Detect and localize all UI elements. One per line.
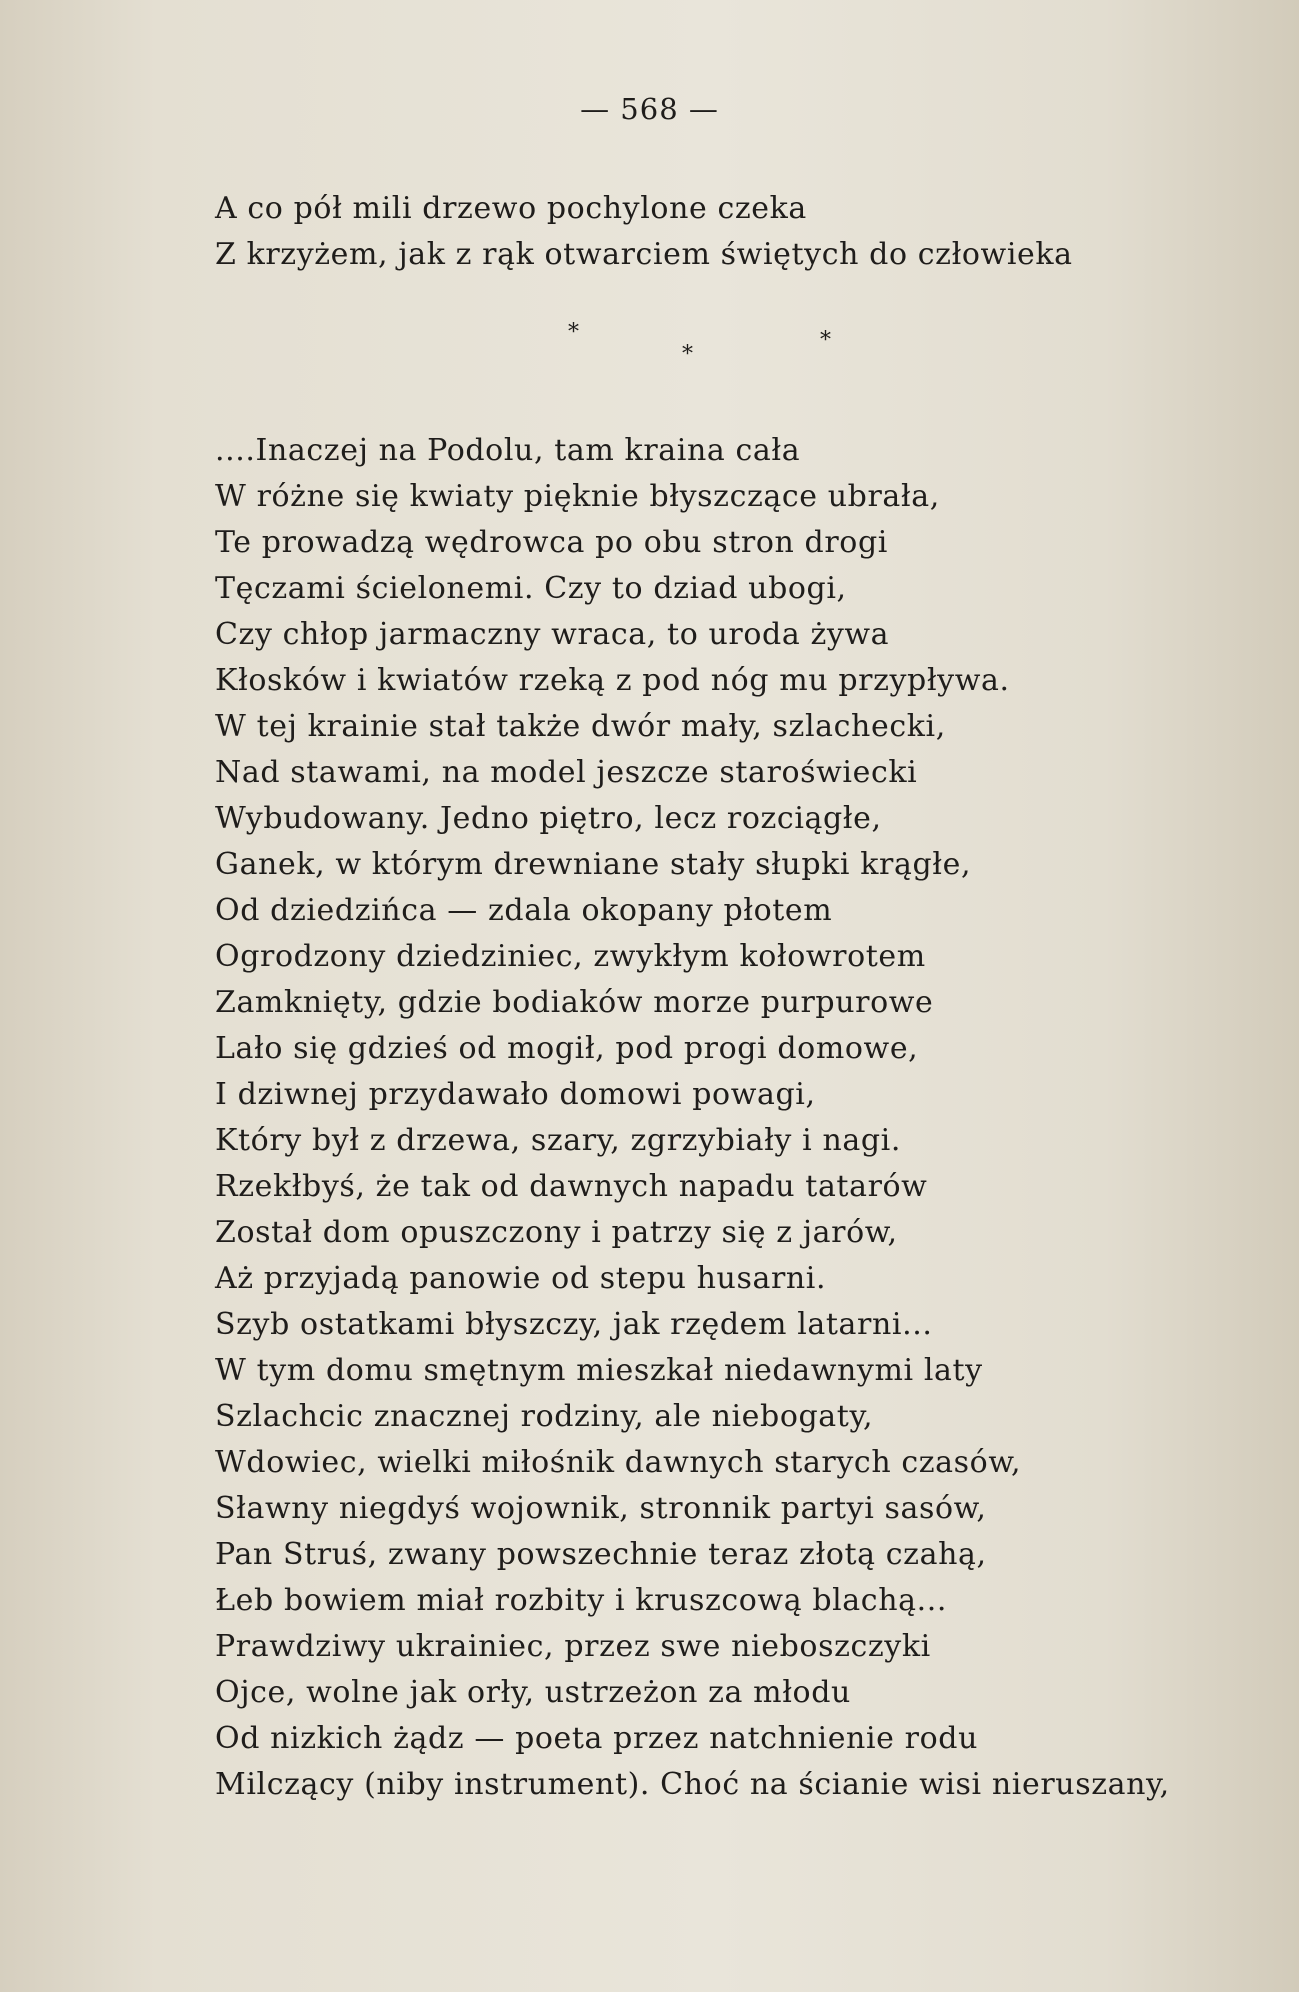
verse-line: Ganek, w którym drewniane stały słupki krągłe, bbox=[215, 847, 972, 882]
verse-line: Szlachcic znacznej rodziny, ale niebogaty, bbox=[215, 1399, 874, 1434]
asterisk: * bbox=[568, 320, 579, 345]
verse-line: Wybudowany. Jedno piętro, lecz rozciągłe, bbox=[215, 801, 882, 836]
verse-line: W różne się kwiaty pięknie błyszczące ubrała, bbox=[215, 479, 940, 514]
verse-line: Sławny niegdyś wojownik, stronnik partyi sasów, bbox=[215, 1491, 987, 1526]
verse-line: Od dziedzińca — zdala okopany płotem bbox=[215, 893, 833, 928]
verse-line: Zamknięty, gdzie bodiaków morze purpurowe bbox=[215, 985, 934, 1020]
verse-line: I dziwnej przydawało domowi powagi, bbox=[215, 1077, 816, 1112]
verse-line: ....Inaczej na Podolu, tam kraina cała bbox=[215, 433, 801, 468]
verse-line: Tęczami ścielonemi. Czy to dziad ubogi, bbox=[215, 571, 847, 606]
verse-line: W tym domu smętnym mieszkał niedawnymi laty bbox=[215, 1353, 983, 1388]
asterisk: * bbox=[820, 328, 831, 353]
asterisk: * bbox=[682, 342, 693, 367]
stanza-1 bbox=[215, 186, 1073, 278]
verse-line: Od nizkich żądz — poeta przez natchnienie rodu bbox=[215, 1721, 978, 1756]
verse-line: Pan Struś, zwany powszechnie teraz złotą czahą, bbox=[215, 1537, 987, 1572]
verse-line: Łeb bowiem miał rozbity i kruszcową blachą... bbox=[215, 1583, 948, 1618]
verse-line: W tej krainie stał także dwór mały, szlachecki, bbox=[215, 709, 946, 744]
verse-line: Te prowadzą wędrowca po obu stron drogi bbox=[215, 525, 888, 560]
verse-line: Rzekłbyś, że tak od dawnych napadu tatarów bbox=[215, 1169, 928, 1204]
verse-line: Wdowiec, wielki miłośnik dawnych starych czasów, bbox=[215, 1445, 1022, 1480]
verse-line: Ogrodzony dziedziniec, zwykłym kołowrotem bbox=[215, 939, 926, 974]
verse-line: Prawdziwy ukrainiec, przez swe nieboszczyki bbox=[215, 1629, 931, 1664]
verse-line: Milczący (niby instrument). Choć na ścianie wisi nieruszany, bbox=[215, 1767, 1170, 1802]
verse-line: Lało się gdzieś od mogił, pod progi domowe, bbox=[215, 1031, 919, 1066]
verse-line: Kłosków i kwiatów rzeką z pod nóg mu przypływa. bbox=[215, 663, 1010, 698]
page-number: — 568 — bbox=[580, 92, 719, 126]
verse-line: Ojce, wolne jak orły, ustrzeżon za młodu bbox=[215, 1675, 851, 1710]
verse-line: Który był z drzewa, szary, zgrzybiały i nagi. bbox=[215, 1123, 901, 1158]
verse-line: Aż przyjadą panowie od stepu husarni. bbox=[215, 1261, 827, 1296]
verse-line: Szyb ostatkami błyszczy, jak rzędem latarni... bbox=[215, 1307, 933, 1342]
verse-line: Nad stawami, na model jeszcze staroświecki bbox=[215, 755, 918, 790]
verse-line: A co pół mili drzewo pochylone czeka bbox=[215, 191, 807, 226]
verse-line: Został dom opuszczony i patrzy się z jarów, bbox=[215, 1215, 898, 1250]
stanza-2 bbox=[215, 428, 1170, 1808]
verse-line: Z krzyżem, jak z rąk otwarciem świętych do człowieka bbox=[215, 237, 1073, 272]
asterism-separator bbox=[560, 320, 860, 370]
verse-line: Czy chłop jarmaczny wraca, to uroda żywa bbox=[215, 617, 890, 652]
